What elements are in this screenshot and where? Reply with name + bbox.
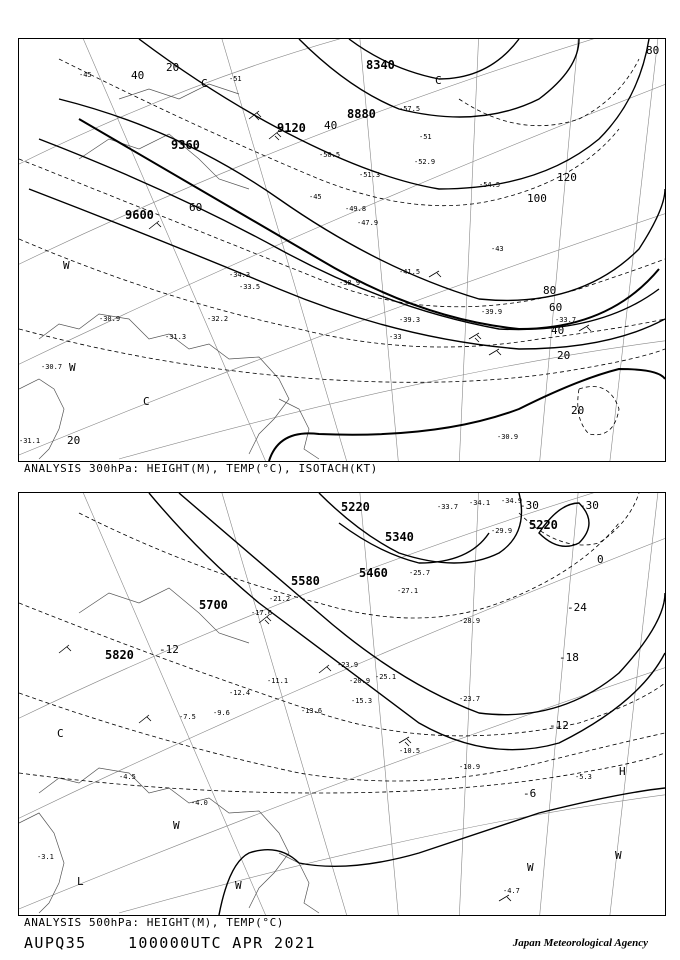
isotach-label: 20: [166, 61, 180, 74]
center-mark-cold: C: [143, 395, 150, 408]
svg-text:-30.9: -30.9: [99, 315, 121, 323]
isotach-label: 40: [324, 119, 338, 132]
height-label-9600: 9600: [125, 208, 154, 222]
svg-text:-25.7: -25.7: [409, 569, 431, 577]
svg-text:-34.1: -34.1: [469, 499, 491, 507]
svg-text:-30.9: -30.9: [497, 433, 519, 441]
height-contours-500: [149, 493, 665, 915]
svg-text:-25.1: -25.1: [375, 673, 397, 681]
isotach-label: 80: [646, 44, 660, 57]
isotach-label: 120: [557, 171, 577, 184]
isotach-label: 60: [189, 201, 203, 214]
isotach-label: 40: [551, 324, 565, 337]
center-mark-cold: C: [435, 74, 442, 87]
caption-300hpa: ANALYSIS 300hPa: HEIGHT(M), TEMP(°C), ISOTACH(KT): [24, 462, 378, 475]
svg-text:-33: -33: [389, 333, 402, 341]
svg-text:-41.5: -41.5: [399, 268, 421, 276]
svg-text:-12.4: -12.4: [229, 689, 251, 697]
temp-contour-label: 0: [597, 553, 604, 566]
temp-contour-label: -18: [559, 651, 579, 664]
temp-contour-label: -6: [523, 787, 537, 800]
isotach-label: 60: [549, 301, 563, 314]
height-label-8880: 8880: [347, 107, 376, 121]
svg-text:-27.1: -27.1: [397, 587, 419, 595]
center-mark-cold: C: [57, 727, 64, 740]
height-label-5820: 5820: [105, 648, 134, 662]
svg-text:-39.9: -39.9: [481, 308, 503, 316]
chart-300hpa-map: [19, 39, 665, 461]
center-mark-cold: C: [201, 77, 208, 90]
chart-500hpa-panel: [18, 492, 666, 916]
svg-text:-30.7: -30.7: [41, 363, 63, 371]
svg-text:-4.7: -4.7: [503, 887, 520, 895]
svg-text:-31.1: -31.1: [19, 437, 41, 445]
isotherms-500: [19, 493, 665, 793]
svg-text:-45: -45: [79, 71, 92, 79]
temp-contour-label: -12: [159, 643, 179, 656]
isotach-label: 20: [67, 434, 81, 447]
graticule-300: [19, 39, 665, 461]
svg-text:-38.9: -38.9: [339, 279, 361, 287]
svg-text:-34.3: -34.3: [229, 271, 251, 279]
isotach-label: 40: [131, 69, 145, 82]
center-mark-warm: W: [615, 849, 622, 862]
svg-text:-57.5: -57.5: [399, 105, 421, 113]
svg-text:-29.9: -29.9: [491, 527, 513, 535]
center-mark-low: L: [77, 875, 84, 888]
caption-500hpa: ANALYSIS 500hPa: HEIGHT(M), TEMP(°C): [24, 916, 285, 929]
svg-text:-32.2: -32.2: [207, 315, 229, 323]
temp-contour-label: -24: [567, 601, 587, 614]
temp-contour-label: -12: [549, 719, 569, 732]
svg-text:-3.1: -3.1: [37, 853, 54, 861]
height-label-5340: 5340: [385, 530, 414, 544]
temp-contour-label: -30: [519, 499, 539, 512]
isotach-label: 20: [571, 404, 585, 417]
agency-name: Japan Meteorological Agency: [512, 937, 648, 949]
svg-text:-52.9: -52.9: [414, 158, 436, 166]
svg-text:-23.7: -23.7: [459, 695, 481, 703]
coastline-500: [19, 588, 319, 913]
center-mark-high: H: [619, 765, 626, 778]
svg-text:-4.0: -4.0: [191, 799, 208, 807]
svg-text:-4.5: -4.5: [119, 773, 136, 781]
svg-text:-33.7: -33.7: [555, 316, 577, 324]
height-label-8340: 8340: [366, 58, 395, 72]
center-mark-warm: W: [69, 361, 76, 374]
center-mark-warm: W: [63, 259, 70, 272]
svg-text:-5.3: -5.3: [575, 773, 592, 781]
svg-text:-21.2: -21.2: [269, 595, 291, 603]
svg-text:-9.6: -9.6: [213, 709, 230, 717]
chart-300hpa-panel: [18, 38, 666, 462]
bulletin-code: AUPQ35: [24, 934, 87, 952]
svg-text:-23.9: -23.9: [337, 661, 359, 669]
svg-text:-33.7: -33.7: [437, 503, 459, 511]
temperature-values-500: [37, 497, 592, 895]
center-mark-warm: W: [173, 819, 180, 832]
svg-text:-28.9: -28.9: [459, 617, 481, 625]
svg-text:-17.6: -17.6: [251, 609, 273, 617]
height-label-9360: 9360: [171, 138, 200, 152]
svg-text:-45: -45: [309, 193, 322, 201]
svg-text:-10.5: -10.5: [399, 747, 421, 755]
svg-text:-34.9: -34.9: [501, 497, 523, 505]
height-label-5220: 5220: [529, 518, 558, 532]
height-label-5580: 5580: [291, 574, 320, 588]
svg-text:-10.9: -10.9: [459, 763, 481, 771]
svg-text:-50.5: -50.5: [319, 151, 341, 159]
svg-text:-15.3: -15.3: [351, 697, 373, 705]
svg-text:-33.5: -33.5: [239, 283, 261, 291]
isotach-label: 20: [557, 349, 571, 362]
svg-text:-51.3: -51.3: [359, 171, 381, 179]
center-mark-warm: W: [527, 861, 534, 874]
svg-text:-49.8: -49.8: [345, 205, 367, 213]
height-label-9120: 9120: [277, 121, 306, 135]
isotach-label: 80: [543, 284, 557, 297]
svg-text:-7.5: -7.5: [179, 713, 196, 721]
svg-text:-51: -51: [419, 133, 432, 141]
svg-text:-20.9: -20.9: [349, 677, 371, 685]
svg-text:-13.6: -13.6: [301, 707, 323, 715]
height-label-5700: 5700: [199, 598, 228, 612]
height-contours-300: [29, 39, 665, 349]
temp-contour-label: -30: [579, 499, 599, 512]
isotach-label: 100: [527, 192, 547, 205]
svg-text:-43: -43: [491, 245, 504, 253]
height-label-5460: 5460: [359, 566, 388, 580]
svg-text:-31.3: -31.3: [165, 333, 187, 341]
center-mark-warm: W: [235, 879, 242, 892]
svg-text:-11.1: -11.1: [267, 677, 289, 685]
height-label-5220: 5220: [341, 500, 370, 514]
svg-text:-54.5: -54.5: [479, 181, 501, 189]
analysis-time: 100000UTC APR 2021: [128, 934, 316, 952]
svg-text:-51: -51: [229, 75, 242, 83]
svg-text:-39.3: -39.3: [399, 316, 421, 324]
chart-500hpa-map: [19, 493, 665, 915]
svg-text:-47.9: -47.9: [357, 219, 379, 227]
